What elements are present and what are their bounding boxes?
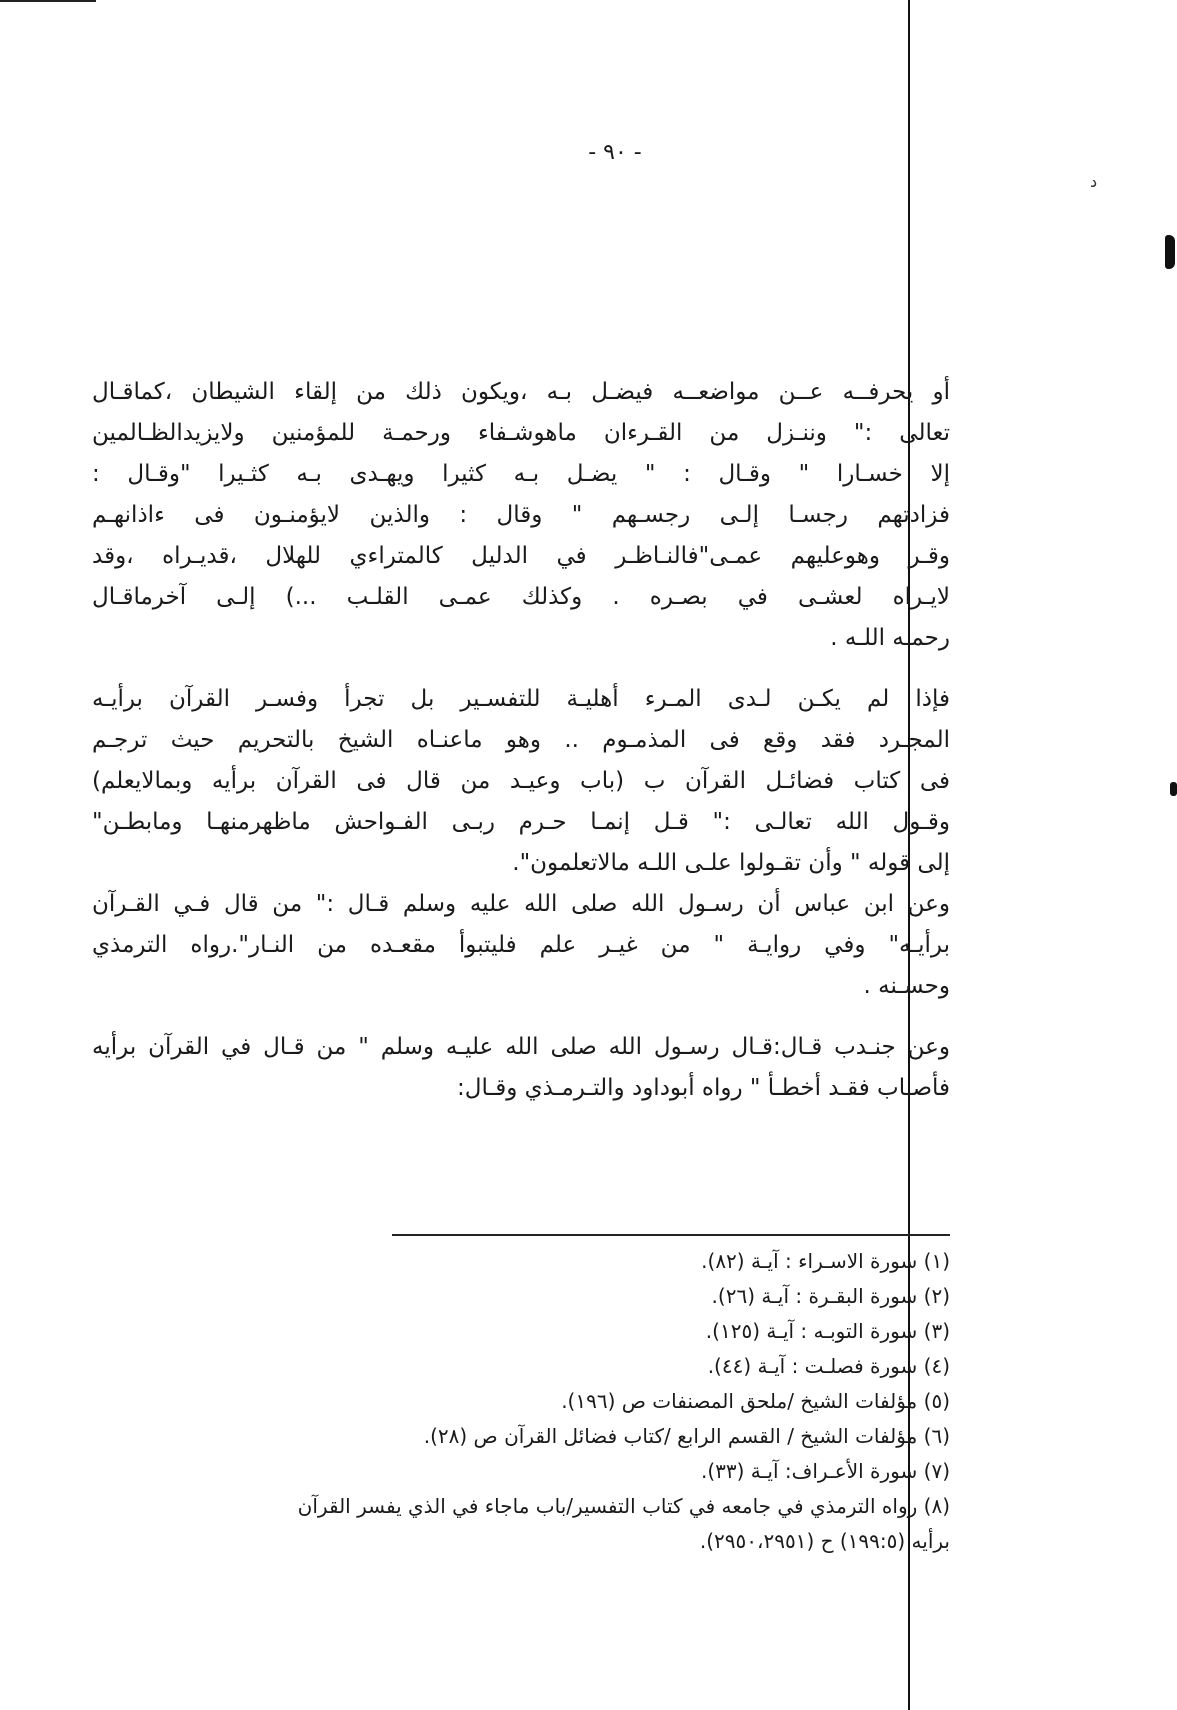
body-text [92, 372, 950, 1109]
body-line: المجـرد فقد وقع فى المذمـوم .. وهو ماعنـاه الشيخ بالتحريم حيث ترجـم [92, 727, 950, 753]
ink-blot [1170, 782, 1177, 796]
footnote: (٦) مؤلفات الشيخ / القسم الرابع /كتاب فضائل القرآن ص (٢٨). [423, 1424, 950, 1448]
margin-mark: د [1090, 172, 1098, 191]
body-line: وقـر وهوعليهم عمـى"فالنـاظـر في الدليل كالمتراءي للهلال ،قديـراه ،وقد [92, 543, 950, 569]
footnote-separator [392, 1234, 950, 1236]
body-line: إلا خسـارا " وقـال : " يضـل بـه كثيرا ويهـدى بـه كثـيرا "وقـال : [92, 461, 950, 487]
body-line: رحمـه اللـه . [830, 625, 950, 651]
footnote: (٧) سورة الأعـراف: آيـة (٣٣). [700, 1459, 950, 1483]
body-line: فإذا لم يكـن لـدى المـرء أهليـة للتفسـير بل تجرأ وفسـر القرآن برأيـه [92, 686, 950, 712]
body-line: وعن جنـدب قـال:قـال رسـول الله صلى الله عليـه وسلم " من قـال في القرآن برأيه [92, 1034, 950, 1060]
body-line: تعالى :" وننـزل من القـرءان ماهوشـفاء ورحمـة للمؤمنين ولايزيدالظـالمين [92, 420, 950, 446]
body-line: وحسـنه . [863, 973, 950, 999]
body-line: فأصـاب فقـد أخطـأ " رواه أبوداود والتـرمـذي وقـال: [457, 1075, 950, 1101]
body-line: وقـول الله تعالـى :" قـل إنمـا حـرم ربـى الفـواحش ماظهرمنهـا ومابطـن" [92, 809, 950, 835]
body-line: وعن ابن عباس أن رسـول الله صلى الله عليه وسلم قـال :" من قال فـي القـرآن [92, 891, 950, 917]
footnote: (٨) رواه الترمذي في جامعه في كتاب التفسير/باب ماجاء في الذي يفسر القرآن [297, 1494, 950, 1518]
body-line: لايـراه لعشـى في بصـره . وكذلك عمـى القلـب ...) إلـى آخرماقـال [92, 584, 950, 610]
body-line: إلى قوله " وأن تقـولوا علـى اللـه مالاتعلمون". [512, 850, 950, 876]
body-line: فزادتهم رجسـا إلـى رجسـهم " وقال : والذين لايؤمنـون فى ءاذانهـم [92, 502, 950, 528]
footnote: برأيه (١٩٩:٥) ح (٢٩٥٠،٢٩٥١). [699, 1529, 950, 1553]
footnote: (٣) سورة التوبـه : آيـة (١٢٥). [705, 1319, 950, 1343]
paragraph-gap [92, 1007, 950, 1027]
page-number: - ٩٠ - [588, 140, 642, 165]
footnote: (١) سورة الاسـراء : آيـة (٨٢). [701, 1249, 950, 1273]
footnotes [110, 1244, 950, 1559]
ink-blot [1165, 235, 1175, 269]
body-line: أو يحرفــه عــن مواضعــه فيضـل بـه ،ويكون ذلك من إلقاء الشيطان ،كماقـال [92, 379, 950, 405]
footnote: (٢) سورة البقـرة : آيـة (٢٦). [711, 1284, 950, 1308]
footnote: (٥) مؤلفات الشيخ /ملحق المصنفات ص (١٩٦). [561, 1389, 950, 1413]
body-line: فى كتاب فضائـل القرآن ب (باب وعيـد من قال فى القرآن برأيه وبمالايعلم) [92, 768, 950, 794]
top-edge-line [0, 0, 96, 2]
footnote: (٤) سورة فصلـت : آيـة (٤٤). [707, 1354, 950, 1378]
body-line: برأيـه" وفي روايـة " من غيـر علم فليتبوأ مقعـده من النـار".رواه الترمذي [92, 932, 950, 958]
paragraph-gap [92, 659, 950, 679]
